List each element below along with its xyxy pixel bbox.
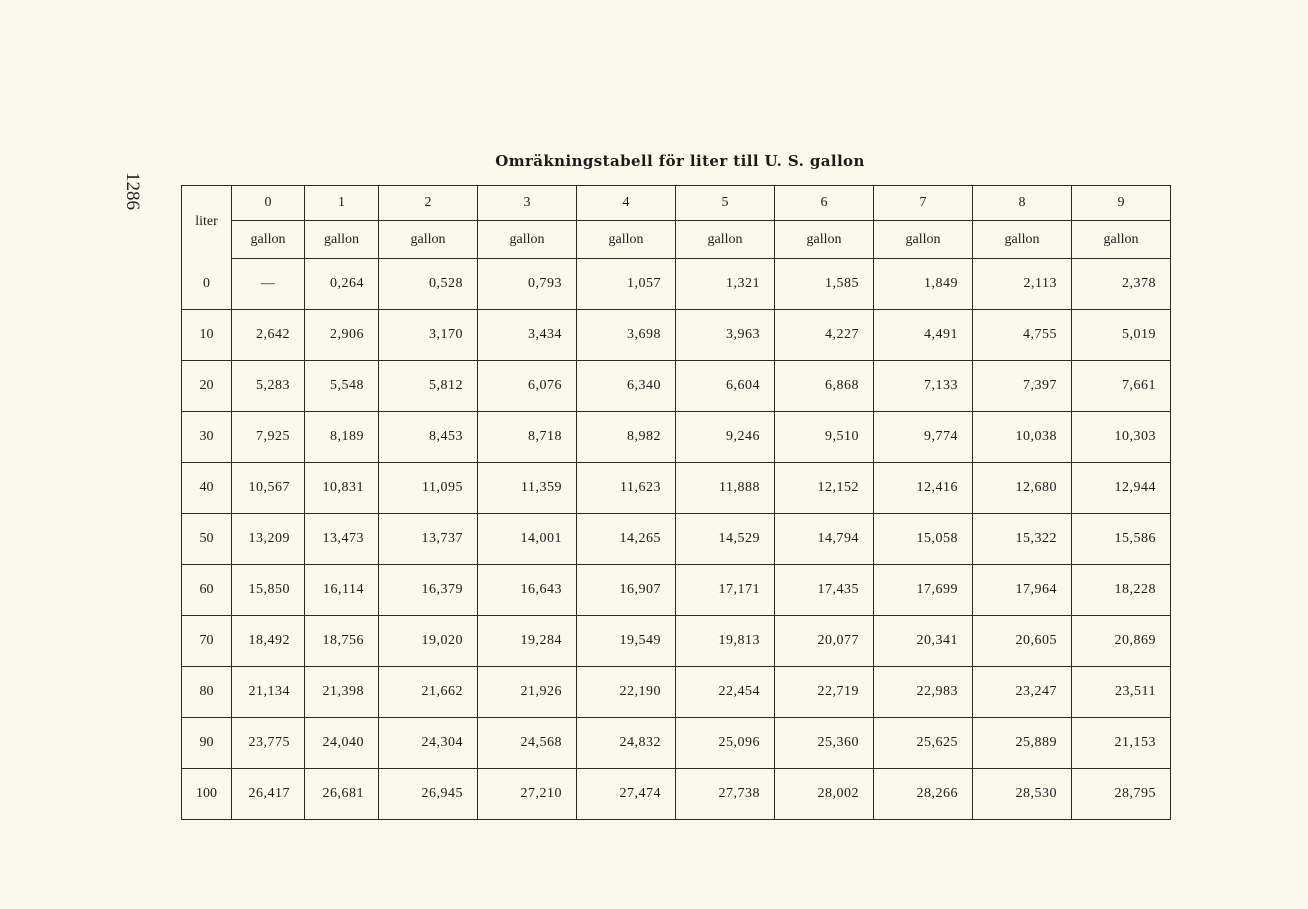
gallon-value-cell: 2,906	[305, 310, 379, 361]
gallon-value-cell: 19,020	[379, 616, 478, 667]
gallon-value-cell: 25,625	[874, 718, 973, 769]
gallon-value-cell: 21,398	[305, 667, 379, 718]
table-title: Omräkningstabell för liter till U. S. gallon	[495, 152, 865, 170]
column-unit-header: gallon	[379, 221, 478, 259]
table-row	[182, 667, 1171, 718]
table-row	[182, 514, 1171, 565]
gallon-value-cell: 17,171	[676, 565, 775, 616]
gallon-value-cell: 20,605	[973, 616, 1072, 667]
gallon-value-cell: 4,227	[775, 310, 874, 361]
column-digit-header: 0	[232, 186, 305, 221]
table-row	[182, 565, 1171, 616]
gallon-value-cell: 11,359	[478, 463, 577, 514]
gallon-value-cell: 28,530	[973, 769, 1072, 820]
column-digit-header: 5	[676, 186, 775, 221]
gallon-value-cell: 18,492	[232, 616, 305, 667]
column-digit-header: 9	[1072, 186, 1171, 221]
column-digit-header: 6	[775, 186, 874, 221]
gallon-value-cell: 22,719	[775, 667, 874, 718]
gallon-value-cell: 0,528	[379, 259, 478, 310]
gallon-value-cell: 18,228	[1072, 565, 1171, 616]
gallon-value-cell: 24,040	[305, 718, 379, 769]
gallon-value-cell: 16,379	[379, 565, 478, 616]
column-unit-header: gallon	[478, 221, 577, 259]
gallon-value-cell: 19,284	[478, 616, 577, 667]
liter-value-cell: 60	[182, 565, 232, 616]
liter-value-cell: 70	[182, 616, 232, 667]
liter-value-cell: 30	[182, 412, 232, 463]
gallon-value-cell: 1,057	[577, 259, 676, 310]
gallon-value-cell: 15,322	[973, 514, 1072, 565]
gallon-value-cell: 7,661	[1072, 361, 1171, 412]
gallon-value-cell: 16,643	[478, 565, 577, 616]
gallon-value-cell: 27,474	[577, 769, 676, 820]
gallon-value-cell: 10,038	[973, 412, 1072, 463]
gallon-value-cell: 24,832	[577, 718, 676, 769]
gallon-value-cell: 17,964	[973, 565, 1072, 616]
page-number: 1286	[122, 172, 143, 210]
gallon-value-cell: 20,869	[1072, 616, 1171, 667]
gallon-value-cell: 21,926	[478, 667, 577, 718]
gallon-value-cell: 23,775	[232, 718, 305, 769]
gallon-value-cell: 21,134	[232, 667, 305, 718]
gallon-value-cell: 3,963	[676, 310, 775, 361]
gallon-value-cell: 26,945	[379, 769, 478, 820]
gallon-value-cell: 11,888	[676, 463, 775, 514]
column-unit-header: gallon	[232, 221, 305, 259]
gallon-value-cell: 3,434	[478, 310, 577, 361]
column-digit-header: 2	[379, 186, 478, 221]
gallon-value-cell: 12,152	[775, 463, 874, 514]
column-unit-header: gallon	[775, 221, 874, 259]
column-digit-header: 3	[478, 186, 577, 221]
gallon-value-cell: 6,076	[478, 361, 577, 412]
gallon-value-cell: 14,794	[775, 514, 874, 565]
column-digit-header: 8	[973, 186, 1072, 221]
gallon-value-cell: 9,246	[676, 412, 775, 463]
gallon-value-cell: 15,058	[874, 514, 973, 565]
gallon-value-cell: 19,813	[676, 616, 775, 667]
gallon-value-cell: 22,190	[577, 667, 676, 718]
liter-value-cell: 50	[182, 514, 232, 565]
gallon-value-cell: 11,623	[577, 463, 676, 514]
column-unit-header: gallon	[305, 221, 379, 259]
table-row	[182, 463, 1171, 514]
liter-value-cell: 80	[182, 667, 232, 718]
gallon-value-cell: 9,510	[775, 412, 874, 463]
gallon-value-cell: 15,850	[232, 565, 305, 616]
column-digit-header: 7	[874, 186, 973, 221]
table-row	[182, 412, 1171, 463]
gallon-value-cell: 2,378	[1072, 259, 1171, 310]
column-digit-header: 4	[577, 186, 676, 221]
gallon-value-cell: 26,417	[232, 769, 305, 820]
gallon-value-cell: 16,907	[577, 565, 676, 616]
gallon-value-cell: 8,718	[478, 412, 577, 463]
gallon-value-cell: 21,153	[1072, 718, 1171, 769]
gallon-value-cell: 24,304	[379, 718, 478, 769]
column-unit-header: gallon	[973, 221, 1072, 259]
gallon-value-cell: 12,680	[973, 463, 1072, 514]
column-unit-header: gallon	[874, 221, 973, 259]
gallon-value-cell: 27,738	[676, 769, 775, 820]
gallon-value-cell: 9,774	[874, 412, 973, 463]
gallon-value-cell: 19,549	[577, 616, 676, 667]
gallon-value-cell: 26,681	[305, 769, 379, 820]
gallon-value-cell: 24,568	[478, 718, 577, 769]
gallon-value-cell: 0,264	[305, 259, 379, 310]
table-body	[182, 259, 1171, 820]
gallon-value-cell: 15,586	[1072, 514, 1171, 565]
gallon-value-cell: 1,585	[775, 259, 874, 310]
gallon-value-cell: 10,567	[232, 463, 305, 514]
gallon-value-cell: 23,247	[973, 667, 1072, 718]
gallon-value-cell: 13,209	[232, 514, 305, 565]
gallon-value-cell: 7,397	[973, 361, 1072, 412]
gallon-value-cell: 5,283	[232, 361, 305, 412]
gallon-value-cell: 22,983	[874, 667, 973, 718]
column-unit-header: gallon	[676, 221, 775, 259]
gallon-value-cell: 8,982	[577, 412, 676, 463]
gallon-value-cell: 7,133	[874, 361, 973, 412]
gallon-value-cell: 6,604	[676, 361, 775, 412]
conversion-table	[181, 185, 1171, 820]
table-row	[182, 718, 1171, 769]
gallon-value-cell: 13,473	[305, 514, 379, 565]
liter-value-cell: 10	[182, 310, 232, 361]
gallon-value-cell: 18,756	[305, 616, 379, 667]
column-unit-header: gallon	[1072, 221, 1171, 259]
gallon-value-cell: 17,699	[874, 565, 973, 616]
gallon-value-cell: —	[232, 259, 305, 310]
liter-column-header: liter	[182, 186, 232, 259]
gallon-value-cell: 11,095	[379, 463, 478, 514]
gallon-value-cell: 16,114	[305, 565, 379, 616]
gallon-value-cell: 14,265	[577, 514, 676, 565]
liter-value-cell: 20	[182, 361, 232, 412]
gallon-value-cell: 12,944	[1072, 463, 1171, 514]
gallon-value-cell: 25,096	[676, 718, 775, 769]
liter-value-cell: 90	[182, 718, 232, 769]
liter-value-cell: 40	[182, 463, 232, 514]
column-digit-header: 1	[305, 186, 379, 221]
gallon-value-cell: 2,642	[232, 310, 305, 361]
gallon-value-cell: 1,321	[676, 259, 775, 310]
gallon-value-cell: 14,529	[676, 514, 775, 565]
gallon-value-cell: 3,170	[379, 310, 478, 361]
gallon-value-cell: 6,868	[775, 361, 874, 412]
gallon-value-cell: 28,266	[874, 769, 973, 820]
gallon-value-cell: 23,511	[1072, 667, 1171, 718]
gallon-value-cell: 3,698	[577, 310, 676, 361]
table-row	[182, 361, 1171, 412]
table-row	[182, 769, 1171, 820]
gallon-value-cell: 27,210	[478, 769, 577, 820]
gallon-value-cell: 5,019	[1072, 310, 1171, 361]
gallon-value-cell: 8,453	[379, 412, 478, 463]
gallon-value-cell: 5,812	[379, 361, 478, 412]
gallon-value-cell: 8,189	[305, 412, 379, 463]
gallon-value-cell: 10,303	[1072, 412, 1171, 463]
unit-header-row	[182, 221, 1171, 259]
gallon-value-cell: 0,793	[478, 259, 577, 310]
gallon-value-cell: 14,001	[478, 514, 577, 565]
digit-header-row	[182, 186, 1171, 221]
gallon-value-cell: 25,889	[973, 718, 1072, 769]
gallon-value-cell: 20,077	[775, 616, 874, 667]
liter-value-cell: 100	[182, 769, 232, 820]
table-row	[182, 259, 1171, 310]
gallon-value-cell: 2,113	[973, 259, 1072, 310]
gallon-value-cell: 22,454	[676, 667, 775, 718]
gallon-value-cell: 5,548	[305, 361, 379, 412]
gallon-value-cell: 17,435	[775, 565, 874, 616]
gallon-value-cell: 20,341	[874, 616, 973, 667]
gallon-value-cell: 4,755	[973, 310, 1072, 361]
column-unit-header: gallon	[577, 221, 676, 259]
gallon-value-cell: 28,795	[1072, 769, 1171, 820]
gallon-value-cell: 7,925	[232, 412, 305, 463]
gallon-value-cell: 1,849	[874, 259, 973, 310]
table-row	[182, 616, 1171, 667]
gallon-value-cell: 21,662	[379, 667, 478, 718]
gallon-value-cell: 25,360	[775, 718, 874, 769]
gallon-value-cell: 6,340	[577, 361, 676, 412]
table-row	[182, 310, 1171, 361]
gallon-value-cell: 28,002	[775, 769, 874, 820]
gallon-value-cell: 13,737	[379, 514, 478, 565]
gallon-value-cell: 10,831	[305, 463, 379, 514]
liter-value-cell: 0	[182, 259, 232, 310]
gallon-value-cell: 12,416	[874, 463, 973, 514]
gallon-value-cell: 4,491	[874, 310, 973, 361]
